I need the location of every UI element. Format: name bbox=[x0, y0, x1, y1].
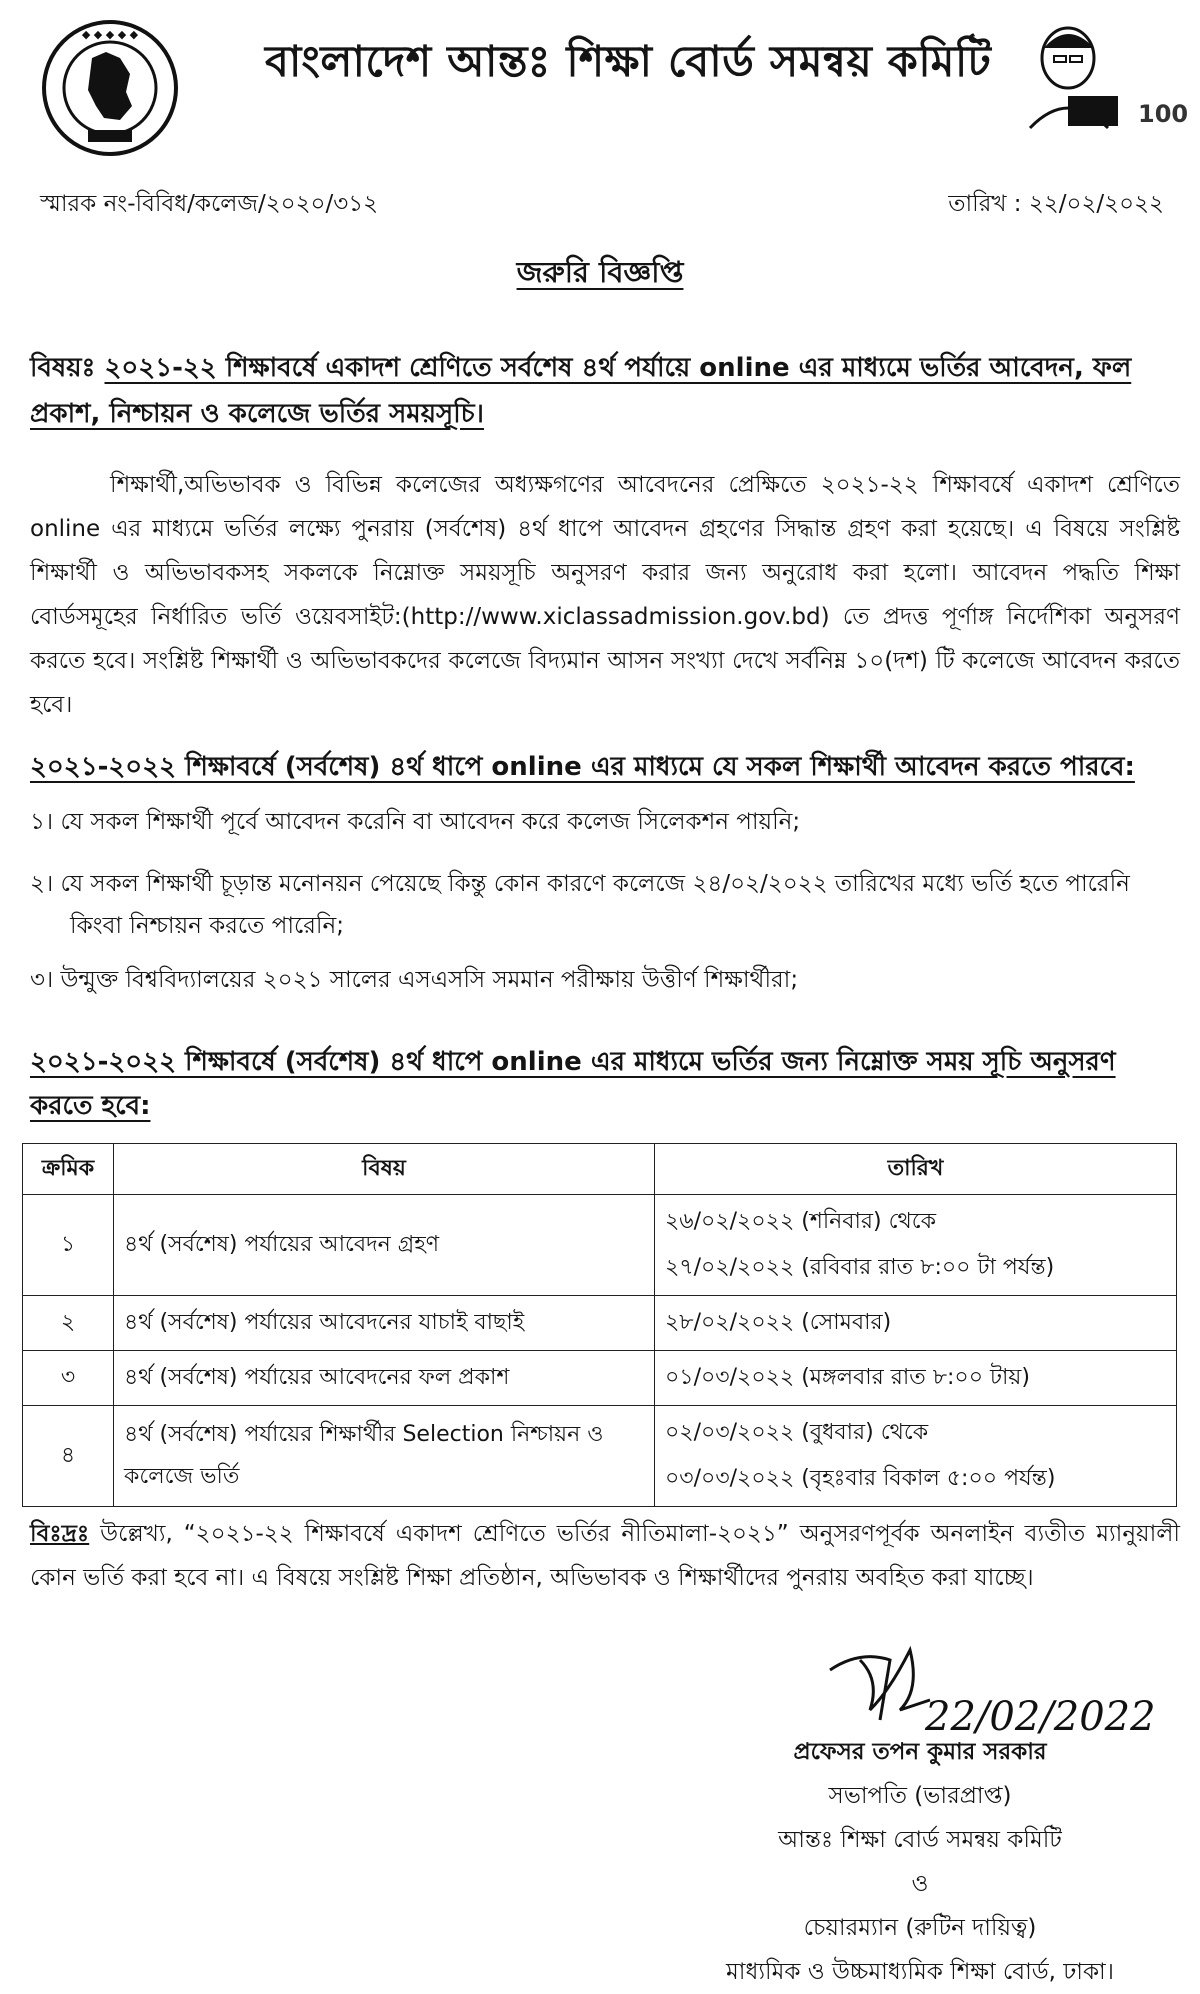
date-cell bbox=[655, 1195, 1177, 1296]
table-row bbox=[23, 1406, 1177, 1507]
table-row bbox=[23, 1351, 1177, 1406]
subject-text: ২০২১-২২ শিক্ষাবর্ষে একাদশ শ্রেণিতে সর্বশেষ ৪র্থ পর্যায়ে online এর মাধ্যমে ভর্তির আবেদন, ফল প্রকাশ, নিশ্চায়ন ও কলেজে ভর্তির সময়সূচি। bbox=[30, 353, 1132, 429]
signatory-line: সভাপতি (ভারপ্রাপ্ত) bbox=[828, 1783, 1012, 1809]
column-header: ক্রমিক bbox=[23, 1144, 114, 1195]
signatory-block bbox=[700, 1730, 1140, 1994]
date-line: ২৭/০২/২০২২ (রবিবার রাত ৮:০০ টা পর্যন্ত) bbox=[665, 1255, 1055, 1280]
serial-cell: ২ bbox=[23, 1296, 114, 1351]
date-line: ০১/০৩/২০২২ (মঙ্গলবার রাত ৮:০০ টায়) bbox=[665, 1365, 1030, 1390]
subject-cell: ৪র্থ (সর্বশেষ) পর্যায়ের আবেদনের যাচাই বাছাই bbox=[114, 1296, 655, 1351]
signatory-line: চেয়ারম্যান (রুটিন দায়িত্ব) bbox=[803, 1915, 1037, 1941]
table-row bbox=[23, 1195, 1177, 1296]
government-seal-icon bbox=[40, 18, 180, 158]
eligibility-item-continuation bbox=[30, 904, 1180, 948]
notice-heading bbox=[0, 250, 1200, 299]
subject-cell: ৪র্থ (সর্বশেষ) পর্যায়ের আবেদন গ্রহণ bbox=[114, 1195, 655, 1296]
memo-number: স্মারক নং-বিবিধ/কলেজ/২০২০/৩১২ bbox=[40, 191, 379, 217]
date-line: ২৬/০২/২০২২ (শনিবার) থেকে bbox=[665, 1209, 936, 1234]
page-title: বাংলাদেশ আন্তঃ শিক্ষা বোর্ড সমন্বয় কমিটি bbox=[265, 37, 992, 87]
column-header: তারিখ bbox=[655, 1144, 1177, 1195]
serial-cell: ১ bbox=[23, 1195, 114, 1296]
body-paragraph: শিক্ষার্থী,অভিভাবক ও বিভিন্ন কলেজের অধ্যক্ষগণের আবেদনের প্রেক্ষিতে ২০২১-২২ শিক্ষাবর্ষে একাদশ শ্রেণিতে online এর মাধ্যমে ভর্তির লক্ষ্যে পুনরায় (সর্বশেষ) ৪র্থ ধাপে আবেদন গ্রহণের সিদ্ধান্ত গ্রহণ করা হয়েছে। এ বিষয়ে সংশ্লিষ্ট শিক্ষার্থী ও অভিভাবকসহ সকলকে নিম্নোক্ত সময়সূচি অনুসরণ করার জন্য অনুরোধ করা হলো। আবেদন পদ্ধতি শিক্ষা বোর্ডসমূহের নির্ধারিত ভর্তি ওয়েবসাইট:(http://www.xiclassadmission.gov.bd) তে প্রদত্ত পূর্ণাঙ্গ নির্দেশিকা অনুসরণ করতে হবে। সংশ্লিষ্ট শিক্ষার্থী ও অভিভাবকদের কলেজে বিদ্যমান আসন সংখ্যা দেখে সর্বনিম্ন ১০(দশ) টি কলেজে আবেদন করতে হবে। bbox=[30, 472, 1180, 718]
schedule-table bbox=[22, 1143, 1177, 1507]
issue-date: তারিখ : ২২/০২/২০২২ bbox=[948, 191, 1164, 217]
date-line: ০৩/০৩/২০২২ (বৃহঃবার বিকাল ৫:০০ পর্যন্ত) bbox=[665, 1466, 1056, 1491]
section2-title-text: ২০২১-২০২২ শিক্ষাবর্ষে (সর্বশেষ) ৪র্থ ধাপে online এর মাধ্যমে ভর্তির জন্য নিম্নোক্ত সময় সূচি অনুসরণ করতে হবে: bbox=[30, 1047, 1116, 1121]
date-line: ২৮/০২/২০২২ (সোমবার) bbox=[665, 1310, 892, 1335]
notice-heading-text: জরুরি বিজ্ঞপ্তি bbox=[516, 255, 684, 289]
section2-title bbox=[30, 1040, 1180, 1128]
subject-cell: ৪র্থ (সর্বশেষ) পর্যায়ের শিক্ষার্থীর Selection নিশ্চায়ন ও কলেজে ভর্তি bbox=[114, 1406, 655, 1507]
signatory-line: আন্তঃ শিক্ষা বোর্ড সমন্বয় কমিটি bbox=[778, 1827, 1062, 1853]
section1-title bbox=[30, 745, 1180, 789]
date-cell bbox=[655, 1406, 1177, 1507]
eligibility-item: ১। যে সকল শিক্ষার্থী পূর্বে আবেদন করেনি বা আবেদন করে কলেজ সিলেকশন পায়নি; bbox=[30, 809, 801, 835]
mujib-borsho-logo-icon bbox=[1008, 18, 1189, 138]
eligibility-item-continuation-text: কিংবা নিশ্চায়ন করতে পারেনি; bbox=[70, 913, 344, 939]
signatory-line: ও bbox=[911, 1871, 929, 1897]
subject-label: বিষয়ঃ bbox=[30, 353, 96, 383]
date-cell bbox=[655, 1296, 1177, 1351]
subject-block bbox=[30, 345, 1180, 437]
table-header-row bbox=[23, 1144, 1177, 1195]
column-header: বিষয় bbox=[114, 1144, 655, 1195]
eligibility-item: ৩। উন্মুক্ত বিশ্ববিদ্যালয়ের ২০২১ সালের এসএসসি সমমান পরীক্ষায় উত্তীর্ণ শিক্ষার্থীরা; bbox=[30, 967, 799, 993]
svg-text:100: 100 bbox=[1138, 100, 1189, 128]
subject-cell: ৪র্থ (সর্বশেষ) পর্যায়ের আবেদনের ফল প্রকাশ bbox=[114, 1351, 655, 1406]
section1-title-text: ২০২১-২০২২ শিক্ষাবর্ষে (সর্বশেষ) ৪র্থ ধাপে online এর মাধ্যমে যে সকল শিক্ষার্থী আবেদন করতে পারবে: bbox=[30, 752, 1135, 782]
eligibility-item: ২। যে সকল শিক্ষার্থী চূড়ান্ত মনোনয়ন পেয়েছে কিন্তু কোন কারণে কলেজে ২৪/০২/২০২২ তারিখের মধ্যে ভর্তি হতে পারেনি bbox=[30, 871, 1130, 897]
serial-cell: ৩ bbox=[23, 1351, 114, 1406]
signatory-line: মাধ্যমিক ও উচ্চমাধ্যমিক শিক্ষা বোর্ড, ঢাকা। bbox=[726, 1959, 1114, 1985]
svg-text:◆ ◆ ◆ ◆ ◆: ◆ ◆ ◆ ◆ ◆ bbox=[81, 28, 139, 41]
note-label: বিঃদ্রঃ bbox=[30, 1521, 90, 1547]
note-block bbox=[30, 1512, 1180, 1600]
signatory-name: প্রফেসর তপন কুমার সরকার bbox=[793, 1739, 1047, 1765]
date-cell bbox=[655, 1351, 1177, 1406]
signature-date: 22/02/2022 bbox=[925, 1694, 1156, 1740]
note-text: উল্লেখ্য, “২০২১-২২ শিক্ষাবর্ষে একাদশ শ্রেণিতে ভর্তির নীতিমালা-২০২১” অনুসরণপূর্বক অনলাইন ব্যতীত ম্যানুয়ালী কোন ভর্তি করা হবে না। এ বিষয়ে সংশ্লিষ্ট শিক্ষা প্রতিষ্ঠান, অভিভাবক ও শিক্ষার্থীদের পুনরায় অবহিত করা যাচ্ছে। bbox=[30, 1521, 1180, 1591]
table-row bbox=[23, 1296, 1177, 1351]
serial-cell: ৪ bbox=[23, 1406, 114, 1507]
date-line: ০২/০৩/২০২২ (বুধবার) থেকে bbox=[665, 1420, 929, 1445]
